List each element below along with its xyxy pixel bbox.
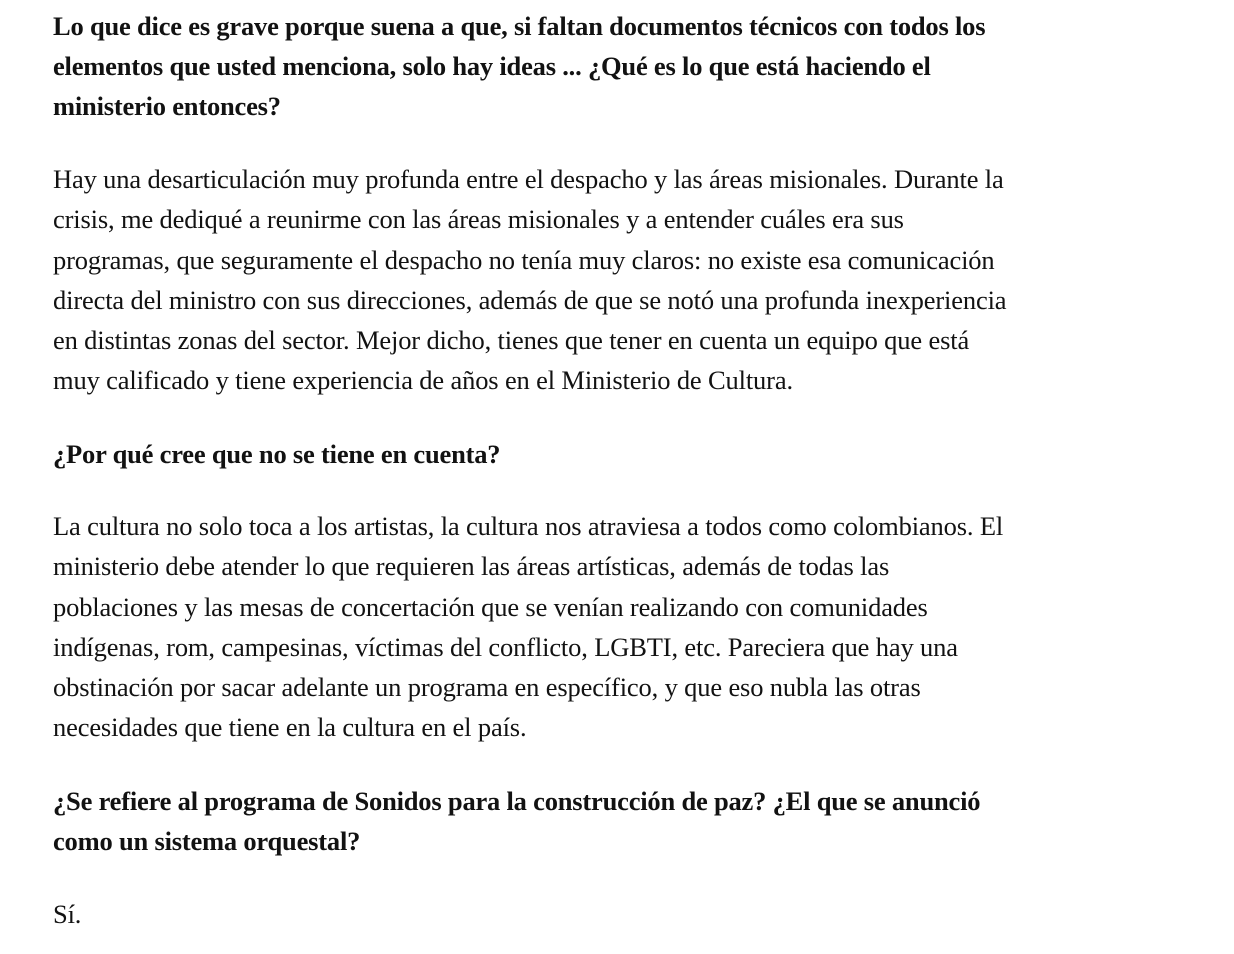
interview-answer-2 bbox=[53, 506, 1003, 748]
question-line: Lo que dice es grave porque suena a que, si faltan documentos técnicos con todos los bbox=[53, 11, 986, 41]
answer-line: obstinación por sacar adelante un programa en específico, y que eso nubla las otras bbox=[53, 672, 921, 703]
interview-answer-1 bbox=[53, 159, 1006, 401]
answer-line: muy calificado y tiene experiencia de años en el Ministerio de Cultura. bbox=[53, 365, 793, 396]
question-line: ¿Se refiere al programa de Sonidos para la construcción de paz? ¿El que se anunció bbox=[53, 786, 981, 816]
interview-answer-3 bbox=[53, 894, 81, 934]
answer-line: directa del ministro con sus direcciones, además de que se notó una profunda inexperiencia bbox=[53, 284, 1007, 315]
question-line: ¿Por qué cree que no se tiene en cuenta? bbox=[53, 439, 501, 469]
question-line: elementos que usted menciona, solo hay ideas ... ¿Qué es lo que está haciendo el bbox=[53, 51, 931, 82]
answer-line: en distintas zonas del sector. Mejor dicho, tienes que tener en cuenta un equipo que está bbox=[53, 325, 970, 356]
question-line: como un sistema orquestal? bbox=[53, 826, 361, 857]
answer-line: ministerio debe atender lo que requieren las áreas artísticas, además de todas las bbox=[53, 551, 890, 582]
answer-line: Sí. bbox=[53, 899, 82, 929]
answer-line: Hay una desarticulación muy profunda entre el despacho y las áreas misionales. Durante la bbox=[53, 164, 1004, 194]
interview-question-1 bbox=[53, 6, 985, 127]
interview-question-3 bbox=[53, 781, 980, 861]
answer-line: poblaciones y las mesas de concertación que se venían realizando con comunidades bbox=[53, 591, 928, 622]
answer-line: indígenas, rom, campesinas, víctimas del conflicto, LGBTI, etc. Pareciera que hay una bbox=[53, 631, 958, 662]
interview-question-2 bbox=[53, 434, 500, 474]
answer-line: La cultura no solo toca a los artistas, la cultura nos atraviesa a todos como colombianos. El bbox=[53, 511, 1004, 541]
answer-line: crisis, me dediqué a reunirme con las áreas misionales y a entender cuáles era sus bbox=[53, 204, 904, 235]
question-line: ministerio entonces? bbox=[53, 91, 281, 122]
answer-line: programas, que seguramente el despacho no tenía muy claros: no existe esa comunicación bbox=[53, 244, 995, 275]
answer-line: necesidades que tiene en la cultura en el país. bbox=[53, 712, 527, 743]
